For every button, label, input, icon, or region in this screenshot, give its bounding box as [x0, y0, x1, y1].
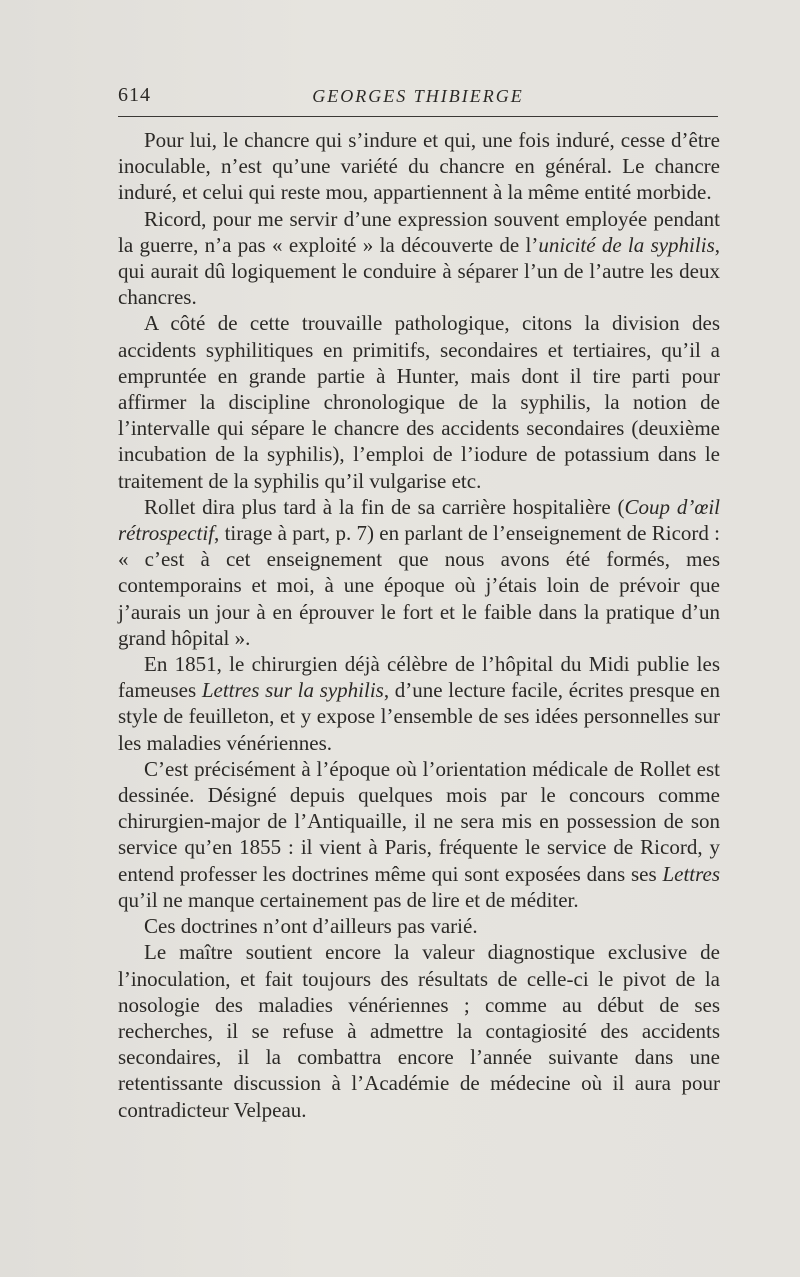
running-head: GEORGES THIBIERGE: [312, 86, 524, 106]
italic-text: Lettres sur la syphilis: [201, 678, 384, 703]
text-run: , tirage à part, p. 7) en parlant de l’enseignement de Ricord : « c’est à cet enseignement que nous avons été formés, mes contemporains et moi, à une époque où j’étais loin de prévoir que j’aurais un jour à en éprouver le fort et le faible dans la pratique d’un grand hôpital ».: [118, 521, 720, 650]
text-run: Ces doctrines n’ont d’ailleurs pas varié.: [144, 914, 478, 939]
text-run: Rollet dira plus tard à la fin de sa carrière hospitalière (: [144, 494, 625, 519]
italic-text: Coup d’œil rétrospectif: [118, 494, 720, 546]
italic-text: Lettres: [662, 861, 720, 886]
text-run: En 1851, le chirurgien déjà célèbre de l’hôpital du Midi publie les fameuses: [118, 652, 720, 703]
paragraph-6: [118, 756, 720, 913]
page-number: 614: [118, 84, 151, 106]
paragraph-2: [118, 206, 720, 311]
text-run: A côté de cette trouvaille pathologique, citons la division des accidents syphilitiques en primitifs, secondaires et tertiaires, qu’il a empruntée en grande partie à Hunter, mais dont il tire parti pour affirmer la discipline chronologique de la syphilis, la notion de l’intervalle qui sépare le chancre des accidents secondaires (deuxième incubation de la syphilis), l’emploi de l’iodure de potassium dans le traitement de la syphilis qu’il vulgarise etc.: [118, 311, 720, 493]
paragraph-5: [118, 651, 720, 756]
text-run: , d’une lecture facile, écrites presque en style de feuilleton, et y expose l’ensemble de ses idées personnelles sur les maladies vénériennes.: [118, 678, 721, 755]
page-header: [118, 80, 718, 110]
text-run: C’est précisément à l’époque où l’orientation médicale de Rollet est dessinée. Désigné depuis quelques mois par le concours comme chirurgien-major de l’Antiquaille, il ne sera mis en possession de son service qu’en 1855 : il vient à Paris, fréquente le service de Ricord, y entend professer les doctrines même qui sont exposées dans ses: [118, 756, 720, 886]
paragraph-4: [118, 494, 720, 651]
text-run: Le maître soutient encore la valeur diagnostique exclusive de l’inoculation, et fait toujours des résultats de celle-ci le pivot de la nosologie des maladies vénériennes ; comme au début de ses recherches, il se refuse à admettre la contagiosité des accidents secondaires, il la combattra encore l’année suivante dans une retentissante discussion à l’Académie de médecine où il aura pour contradicteur Velpeau.: [118, 940, 720, 1122]
header-rule: [118, 116, 718, 117]
body-text: [118, 127, 720, 1123]
text-run: Ricord, pour me servir d’une expression souvent employée pendant la guerre, n’a pas « exploité » la découverte de l’: [118, 206, 720, 257]
text-run: qu’il ne manque certainement pas de lire et de méditer.: [118, 887, 579, 912]
text-run: Pour lui, le chancre qui s’indure et qui, une fois induré, cesse d’être inoculable, n’est qu’une variété du chancre en général. Le chancre induré, et celui qui reste mou, appartiennent à la même entité morbide.: [118, 128, 720, 205]
paragraph-7: [118, 913, 720, 939]
italic-text: unicité de la syphilis: [538, 232, 715, 257]
paragraph-1: [118, 127, 720, 206]
text-run: , qui aurait dû logiquement le conduire à séparer l’un de l’autre les deux chancres.: [118, 232, 720, 310]
paragraph-3: [118, 310, 720, 493]
paragraph-8: [118, 939, 720, 1122]
